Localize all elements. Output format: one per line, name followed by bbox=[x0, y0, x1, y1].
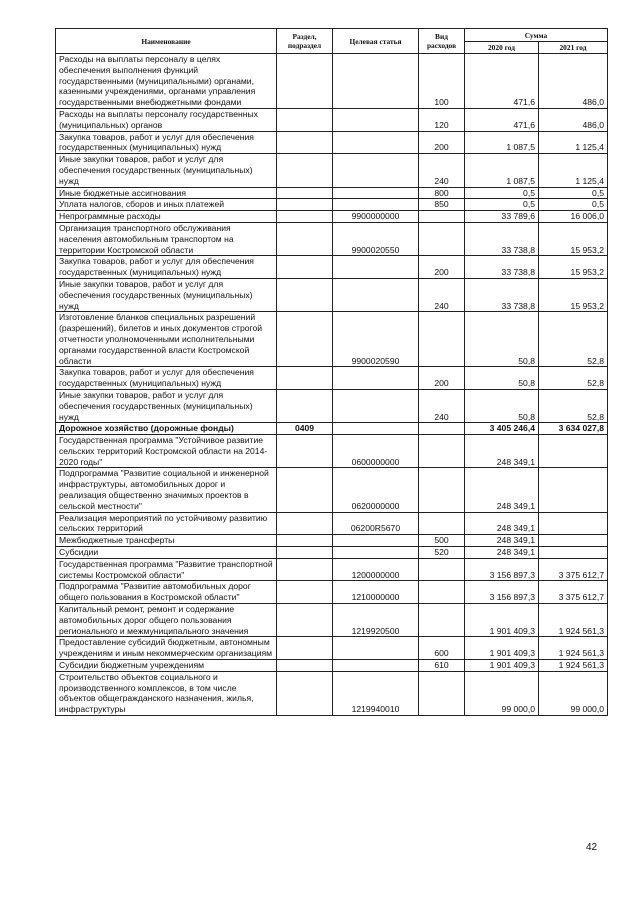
row-type: 800 bbox=[419, 187, 465, 199]
row-target: 0600000000 bbox=[333, 435, 419, 468]
row-type bbox=[419, 468, 465, 512]
row-type bbox=[419, 604, 465, 637]
row-sum-2021: 1 125,4 bbox=[539, 131, 608, 154]
row-target bbox=[333, 367, 419, 390]
header-year-2020: 2020 год bbox=[465, 42, 539, 54]
row-sum-2021: 52,8 bbox=[539, 367, 608, 390]
row-section bbox=[277, 671, 333, 715]
row-name: Организация транспортного обслуживания населения автомобильным транспортом на территории Костромской области bbox=[56, 222, 277, 255]
row-type bbox=[419, 435, 465, 468]
row-section bbox=[277, 222, 333, 255]
row-type: 120 bbox=[419, 108, 465, 131]
row-name: Капитальный ремонт, ремонт и содержание автомобильных дорог общего пользования регионального и межмуниципального значения bbox=[56, 604, 277, 637]
row-sum-2020: 248 349,1 bbox=[465, 435, 539, 468]
table-row bbox=[56, 671, 608, 715]
table-row bbox=[56, 423, 608, 435]
row-sum-2020: 248 349,1 bbox=[465, 512, 539, 535]
table-row bbox=[56, 558, 608, 581]
row-sum-2021: 3 634 027,8 bbox=[539, 423, 608, 435]
row-target bbox=[333, 547, 419, 559]
table-row bbox=[56, 435, 608, 468]
row-sum-2021: 99 000,0 bbox=[539, 671, 608, 715]
row-sum-2020: 99 000,0 bbox=[465, 671, 539, 715]
row-section bbox=[277, 558, 333, 581]
row-name: Закупка товаров, работ и услуг для обеспечения государственных (муниципальных) нужд bbox=[56, 256, 277, 279]
row-sum-2021: 1 924 561,3 bbox=[539, 637, 608, 660]
row-target: 1219940010 bbox=[333, 671, 419, 715]
table-row bbox=[56, 512, 608, 535]
row-section bbox=[277, 389, 333, 422]
row-sum-2020: 1 901 409,3 bbox=[465, 604, 539, 637]
row-sum-2020: 33 738,8 bbox=[465, 222, 539, 255]
row-sum-2021 bbox=[539, 468, 608, 512]
table-row bbox=[56, 154, 608, 187]
row-section bbox=[277, 435, 333, 468]
row-target bbox=[333, 154, 419, 187]
row-name: Иные закупки товаров, работ и услуг для обеспечения государственных (муниципальных) нужд bbox=[56, 278, 277, 311]
table-row bbox=[56, 278, 608, 311]
row-section bbox=[277, 468, 333, 512]
table-row bbox=[56, 312, 608, 367]
table-body bbox=[56, 54, 608, 716]
row-target: 0620000000 bbox=[333, 468, 419, 512]
row-sum-2020: 248 349,1 bbox=[465, 535, 539, 547]
row-target bbox=[333, 637, 419, 660]
header-target: Целевая статья bbox=[333, 29, 419, 54]
row-sum-2021: 1 924 561,3 bbox=[539, 660, 608, 672]
row-target: 1219920500 bbox=[333, 604, 419, 637]
row-sum-2021: 486,0 bbox=[539, 108, 608, 131]
row-type: 240 bbox=[419, 278, 465, 311]
row-name: Субсидии бюджетным учреждениям bbox=[56, 660, 277, 672]
table-header bbox=[56, 29, 608, 54]
row-section bbox=[277, 512, 333, 535]
row-type: 850 bbox=[419, 199, 465, 211]
row-type: 200 bbox=[419, 367, 465, 390]
row-sum-2020: 471,6 bbox=[465, 54, 539, 109]
row-section bbox=[277, 211, 333, 223]
row-name: Иные закупки товаров, работ и услуг для обеспечения государственных (муниципальных) нужд bbox=[56, 154, 277, 187]
row-target bbox=[333, 54, 419, 109]
row-sum-2021: 0,5 bbox=[539, 199, 608, 211]
table-row bbox=[56, 660, 608, 672]
row-section bbox=[277, 108, 333, 131]
table-row bbox=[56, 108, 608, 131]
row-name: Расходы на выплаты персоналу государственных (муниципальных) органов bbox=[56, 108, 277, 131]
row-type bbox=[419, 312, 465, 367]
row-type: 600 bbox=[419, 637, 465, 660]
row-sum-2020: 471,6 bbox=[465, 108, 539, 131]
row-section bbox=[277, 154, 333, 187]
row-name: Предоставление субсидий бюджетным, автономным учреждениям и иным некоммерческим организациям bbox=[56, 637, 277, 660]
row-target bbox=[333, 256, 419, 279]
budget-table bbox=[55, 28, 608, 716]
table-row bbox=[56, 468, 608, 512]
row-sum-2020: 0,5 bbox=[465, 187, 539, 199]
row-type: 240 bbox=[419, 154, 465, 187]
row-sum-2021: 1 924 561,3 bbox=[539, 604, 608, 637]
row-sum-2020: 0,5 bbox=[465, 199, 539, 211]
row-target bbox=[333, 278, 419, 311]
row-sum-2020: 33 738,8 bbox=[465, 278, 539, 311]
row-sum-2020: 3 156 897,3 bbox=[465, 558, 539, 581]
row-sum-2021: 15 953,2 bbox=[539, 256, 608, 279]
row-sum-2020: 33 738,8 bbox=[465, 256, 539, 279]
row-type bbox=[419, 671, 465, 715]
row-section bbox=[277, 535, 333, 547]
row-target: 1200000000 bbox=[333, 558, 419, 581]
row-sum-2020: 248 349,1 bbox=[465, 547, 539, 559]
row-type bbox=[419, 423, 465, 435]
row-sum-2021 bbox=[539, 547, 608, 559]
row-name: Дорожное хозяйство (дорожные фонды) bbox=[56, 423, 277, 435]
header-name: Наименование bbox=[56, 29, 277, 54]
row-sum-2021: 15 953,2 bbox=[539, 278, 608, 311]
row-name: Подпрограмма "Развитие социальной и инженерной инфраструктуры, автомобильных дорог и реализация общественно значимых проектов в сельской местности" bbox=[56, 468, 277, 512]
row-section bbox=[277, 187, 333, 199]
table-row bbox=[56, 199, 608, 211]
row-name: Уплата налогов, сборов и иных платежей bbox=[56, 199, 277, 211]
row-target bbox=[333, 660, 419, 672]
row-target bbox=[333, 389, 419, 422]
row-target bbox=[333, 187, 419, 199]
table-row bbox=[56, 222, 608, 255]
row-target: 9900020550 bbox=[333, 222, 419, 255]
row-section bbox=[277, 660, 333, 672]
row-section bbox=[277, 547, 333, 559]
row-sum-2020: 33 789,6 bbox=[465, 211, 539, 223]
row-sum-2021: 0,5 bbox=[539, 187, 608, 199]
row-type: 200 bbox=[419, 256, 465, 279]
table-row bbox=[56, 211, 608, 223]
row-name: Реализация мероприятий по устойчивому развитию сельских территорий bbox=[56, 512, 277, 535]
row-section bbox=[277, 54, 333, 109]
table-row bbox=[56, 604, 608, 637]
row-target: 9900020590 bbox=[333, 312, 419, 367]
row-sum-2020: 50,8 bbox=[465, 312, 539, 367]
row-sum-2021: 52,8 bbox=[539, 389, 608, 422]
row-name: Непрограммные расходы bbox=[56, 211, 277, 223]
table-row bbox=[56, 637, 608, 660]
row-section bbox=[277, 278, 333, 311]
row-type: 520 bbox=[419, 547, 465, 559]
row-sum-2021: 3 375 612,7 bbox=[539, 581, 608, 604]
row-name: Иные бюджетные ассигнования bbox=[56, 187, 277, 199]
row-name: Строительство объектов социального и производственного комплексов, в том числе объектов общегражданского назначения, жилья, инфраструктуры bbox=[56, 671, 277, 715]
row-name: Иные закупки товаров, работ и услуг для обеспечения государственных (муниципальных) нужд bbox=[56, 389, 277, 422]
row-sum-2021 bbox=[539, 535, 608, 547]
row-section bbox=[277, 131, 333, 154]
table-row bbox=[56, 581, 608, 604]
header-section: Раздел, подраздел bbox=[277, 29, 333, 54]
row-target bbox=[333, 199, 419, 211]
header-sum: Сумма bbox=[465, 29, 608, 42]
row-sum-2020: 1 087,5 bbox=[465, 154, 539, 187]
row-sum-2020: 50,8 bbox=[465, 389, 539, 422]
row-type: 240 bbox=[419, 389, 465, 422]
page-number: 42 bbox=[586, 842, 598, 853]
row-type bbox=[419, 581, 465, 604]
table-row bbox=[56, 131, 608, 154]
row-type: 610 bbox=[419, 660, 465, 672]
row-section bbox=[277, 256, 333, 279]
table-row bbox=[56, 187, 608, 199]
row-sum-2021 bbox=[539, 512, 608, 535]
row-target bbox=[333, 108, 419, 131]
row-sum-2020: 248 349,1 bbox=[465, 468, 539, 512]
row-target: 1210000000 bbox=[333, 581, 419, 604]
row-name: Субсидии bbox=[56, 547, 277, 559]
table-row bbox=[56, 367, 608, 390]
row-section bbox=[277, 637, 333, 660]
row-target bbox=[333, 131, 419, 154]
row-type bbox=[419, 222, 465, 255]
row-target: 9900000000 bbox=[333, 211, 419, 223]
row-section bbox=[277, 312, 333, 367]
row-section: 0409 bbox=[277, 423, 333, 435]
row-type bbox=[419, 558, 465, 581]
row-section bbox=[277, 367, 333, 390]
row-sum-2020: 1 901 409,3 bbox=[465, 660, 539, 672]
row-section bbox=[277, 604, 333, 637]
row-type: 100 bbox=[419, 54, 465, 109]
row-type: 500 bbox=[419, 535, 465, 547]
row-sum-2021: 16 006,0 bbox=[539, 211, 608, 223]
row-sum-2021: 3 375 612,7 bbox=[539, 558, 608, 581]
row-name: Государственная программа "Устойчивое развитие сельских территорий Костромской области на 2014-2020 годы" bbox=[56, 435, 277, 468]
row-name: Межбюджетные трансферты bbox=[56, 535, 277, 547]
row-name: Подпрограмма "Развитие автомобильных дорог общего пользования в Костромской области" bbox=[56, 581, 277, 604]
row-section bbox=[277, 199, 333, 211]
header-year-2021: 2021 год bbox=[539, 42, 608, 54]
row-name: Государственная программа "Развитие транспортной системы Костромской области" bbox=[56, 558, 277, 581]
row-sum-2021 bbox=[539, 435, 608, 468]
row-sum-2021: 1 125,4 bbox=[539, 154, 608, 187]
table-row bbox=[56, 389, 608, 422]
row-sum-2021: 486,0 bbox=[539, 54, 608, 109]
table-row bbox=[56, 54, 608, 109]
table-row bbox=[56, 547, 608, 559]
row-target bbox=[333, 423, 419, 435]
row-type bbox=[419, 211, 465, 223]
row-type bbox=[419, 512, 465, 535]
header-type: Вид расходов bbox=[419, 29, 465, 54]
row-type: 200 bbox=[419, 131, 465, 154]
table-row bbox=[56, 535, 608, 547]
row-sum-2021: 15 953,2 bbox=[539, 222, 608, 255]
row-name: Закупка товаров, работ и услуг для обеспечения государственных (муниципальных) нужд bbox=[56, 367, 277, 390]
row-name: Закупка товаров, работ и услуг для обеспечения государственных (муниципальных) нужд bbox=[56, 131, 277, 154]
row-sum-2020: 3 405 246,4 bbox=[465, 423, 539, 435]
row-target: 06200R5670 bbox=[333, 512, 419, 535]
row-sum-2020: 1 901 409,3 bbox=[465, 637, 539, 660]
row-name: Изготовление бланков специальных разрешений (разрешений), билетов и иных документов строгой отчетности уполномоченными исполнительными органами государственной власти Костромской области bbox=[56, 312, 277, 367]
row-sum-2020: 3 156 897,3 bbox=[465, 581, 539, 604]
row-sum-2020: 1 087,5 bbox=[465, 131, 539, 154]
row-target bbox=[333, 535, 419, 547]
table-row bbox=[56, 256, 608, 279]
row-name: Расходы на выплаты персоналу в целях обеспечения выполнения функций государственными (муниципальными) органами, казенными учреждениями, органами управления государственными внебюджетными фондами bbox=[56, 54, 277, 109]
row-sum-2021: 52,8 bbox=[539, 312, 608, 367]
row-section bbox=[277, 581, 333, 604]
row-sum-2020: 50,8 bbox=[465, 367, 539, 390]
